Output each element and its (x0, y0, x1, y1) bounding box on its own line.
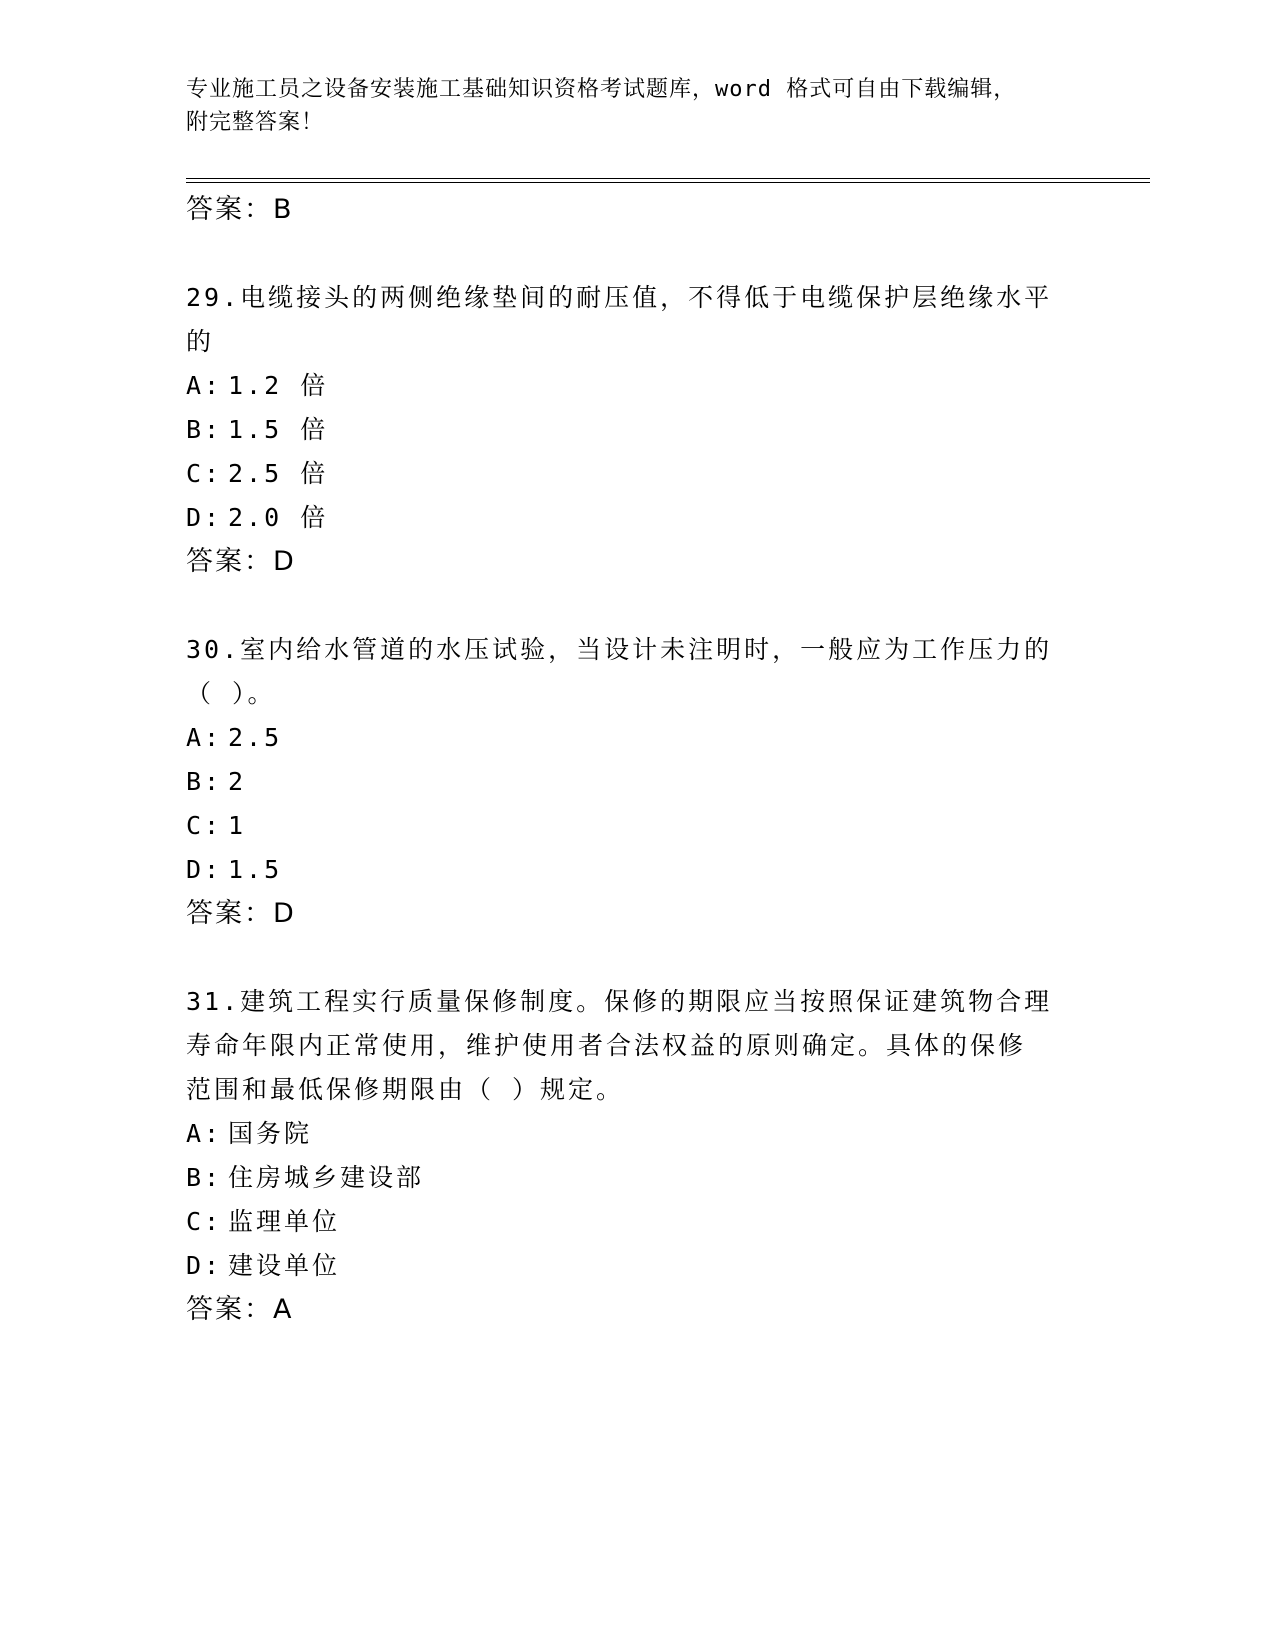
q29-option-b-text: 1.5 倍 (228, 415, 329, 444)
q30-option-c-text: 1 (228, 811, 247, 840)
q30-option-d-key: D: (186, 855, 223, 884)
q31-option-d (186, 1251, 340, 1281)
q29-option-a-key: A: (186, 371, 223, 400)
q29-option-c (186, 459, 328, 489)
q29-option-c-key: C: (186, 459, 223, 488)
q31-option-c-text: 监理单位 (228, 1207, 341, 1236)
q30-option-b-key: B: (186, 767, 223, 796)
q31-option-a (186, 1119, 312, 1149)
q31-option-a-key: A: (186, 1119, 223, 1148)
q30-answer: 答案：D (186, 898, 296, 929)
q29-option-a (186, 371, 328, 401)
q31-option-d-key: D: (186, 1251, 223, 1280)
q29-option-c-text: 2.5 倍 (228, 459, 329, 488)
q29-option-b-key: B: (186, 415, 223, 444)
q31-option-b (186, 1163, 424, 1193)
q29-stem-line-2: 的 (186, 327, 215, 356)
header-line-1: 专业施工员之设备安装施工基础知识资格考试题库，word 格式可自由下载编辑， (186, 77, 1017, 102)
header-line-2: 附完整答案！ (186, 110, 325, 135)
q30-option-b-text: 2 (228, 767, 247, 796)
q31-option-b-text: 住房城乡建设部 (228, 1163, 425, 1192)
q30-stem-line-2: （ ）。 (186, 679, 276, 708)
q30-option-c-key: C: (186, 811, 223, 840)
page-header (186, 73, 1086, 139)
q30-stem-line-1: 30.室内给水管道的水压试验，当设计未注明时，一般应为工作压力的 (186, 635, 1053, 664)
q29-option-d-text: 2.0 倍 (228, 503, 329, 532)
q29-option-d-key: D: (186, 503, 223, 532)
q31-option-a-text: 国务院 (228, 1119, 313, 1148)
q31-option-b-key: B: (186, 1163, 223, 1192)
q29-option-d (186, 503, 328, 533)
q29-stem-line-1: 29.电缆接头的两侧绝缘垫间的耐压值，不得低于电缆保护层绝缘水平 (186, 283, 1053, 312)
q31-stem-line-2: 寿命年限内正常使用，维护使用者合法权益的原则确定。具体的保修 (186, 1031, 1027, 1060)
q30-option-d-text: 1.5 (228, 855, 283, 884)
q31-option-d-text: 建设单位 (228, 1251, 341, 1280)
q31-stem-line-1: 31.建筑工程实行质量保修制度。保修的期限应当按照保证建筑物合理 (186, 987, 1053, 1016)
header-rule-bottom (186, 182, 1150, 183)
q30-option-a (186, 723, 282, 753)
q30-option-c (186, 811, 246, 841)
q30-option-d (186, 855, 282, 885)
q30-option-b (186, 767, 246, 797)
q29-answer: 答案：D (186, 546, 296, 577)
q31-stem-line-3: 范围和最低保修期限由（ ）规定。 (186, 1075, 625, 1104)
q31-option-c-key: C: (186, 1207, 223, 1236)
q30-option-a-text: 2.5 (228, 723, 283, 752)
q29-option-b (186, 415, 328, 445)
q31-option-c (186, 1207, 340, 1237)
q30-option-a-key: A: (186, 723, 223, 752)
q29-option-a-text: 1.2 倍 (228, 371, 329, 400)
header-rule-top (186, 178, 1150, 179)
previous-answer: 答案：B (186, 194, 294, 225)
q31-answer: 答案：A (186, 1294, 294, 1325)
